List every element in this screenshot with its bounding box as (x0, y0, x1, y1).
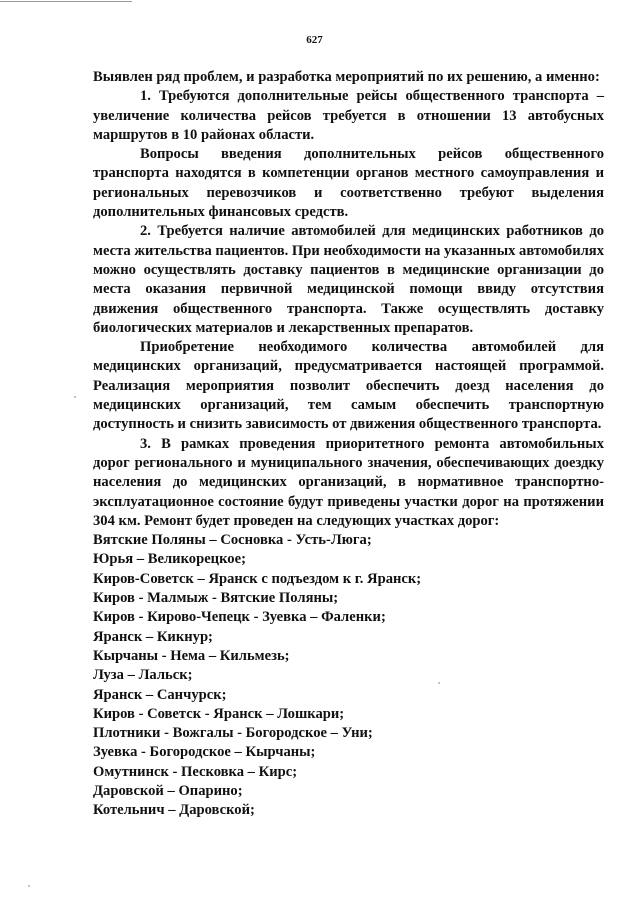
road-section-item: Вятские Поляны – Сосновка - Усть-Люга; (93, 532, 372, 549)
paragraph: Приобретение необходимого количества автомобилей для медицинских организаций, предусматривается настоящей программой. Реализация мероприятия позволит обеспечить доезд населения до медицинских организаций, тем самым обеспечить транспортную доступность и снизить зависимость от движения общественного транспорта. (93, 339, 604, 433)
road-section-item: Зуевка - Богородское – Кырчаны; (93, 744, 316, 761)
road-section-item: Плотники - Вожгалы - Богородское – Уни; (93, 725, 373, 742)
scan-artifact-line (0, 1, 132, 2)
road-section-item: Киров - Советск - Яранск – Лошкари; (93, 705, 345, 722)
road-section-item: Яранск – Кикнур; (93, 628, 213, 645)
road-section-item: Киров - Кирово-Чепецк - Зуевка – Фаленки; (93, 609, 386, 626)
road-section-item: Кырчаны - Нема – Кильмезь; (93, 647, 290, 664)
scan-artifact-dot (74, 396, 76, 398)
road-section-item: Даровской – Опарино; (93, 782, 243, 799)
document-body (93, 68, 604, 821)
road-section-item: Котельнич – Даровской; (93, 802, 255, 819)
road-section-item: Киров - Малмыж - Вятские Поляны; (93, 590, 339, 607)
page-number: 627 (306, 34, 323, 46)
paragraph: 1. Требуются дополнительные рейсы общественного транспорта – увеличение количества рейсов требуется в отношении 13 автобусных маршрутов в 10 районах области. (93, 88, 604, 143)
paragraph: Выявлен ряд проблем, и разработка мероприятий по их решению, а именно: (93, 69, 600, 85)
road-section-item: Омутнинск - Песковка – Кирс; (93, 763, 298, 780)
road-section-item: Юрья – Великорецкое; (93, 551, 246, 568)
road-section-item: Луза – Лальск; (93, 667, 193, 684)
road-section-list (93, 531, 604, 820)
paragraph: 3. В рамках проведения приоритетного ремонта автомобильных дорог регионального и муниципального значения, обеспечивающих доездку населения до медицинских организаций, в нормативное транспортно-эксплуатационное состояние будут приведены участки дорог на протяжении 304 км. Ремонт будет проведен на следующих участках дорог: (93, 435, 604, 529)
road-section-item: Яранск – Санчурск; (93, 686, 227, 703)
road-section-item: Киров-Советск – Яранск с подъездом к г. Яранск; (93, 570, 422, 587)
paragraph: 2. Требуется наличие автомобилей для медицинских работников до места жительства пациентов. При необходимости на указанных автомобилях можно осуществлять доставку пациентов в медицинские организации до места оказания первичной медицинской помощи ввиду отсутствия движения общественного транспорта. Также осуществлять доставку биологических материалов и лекарственных препаратов. (93, 223, 604, 336)
scan-artifact-dot (28, 885, 30, 887)
paragraph: Вопросы введения дополнительных рейсов общественного транспорта находятся в компетенции органов местного самоуправления и региональных перевозчиков и соответственно требуют выделения дополнительных финансовых средств. (93, 146, 604, 221)
